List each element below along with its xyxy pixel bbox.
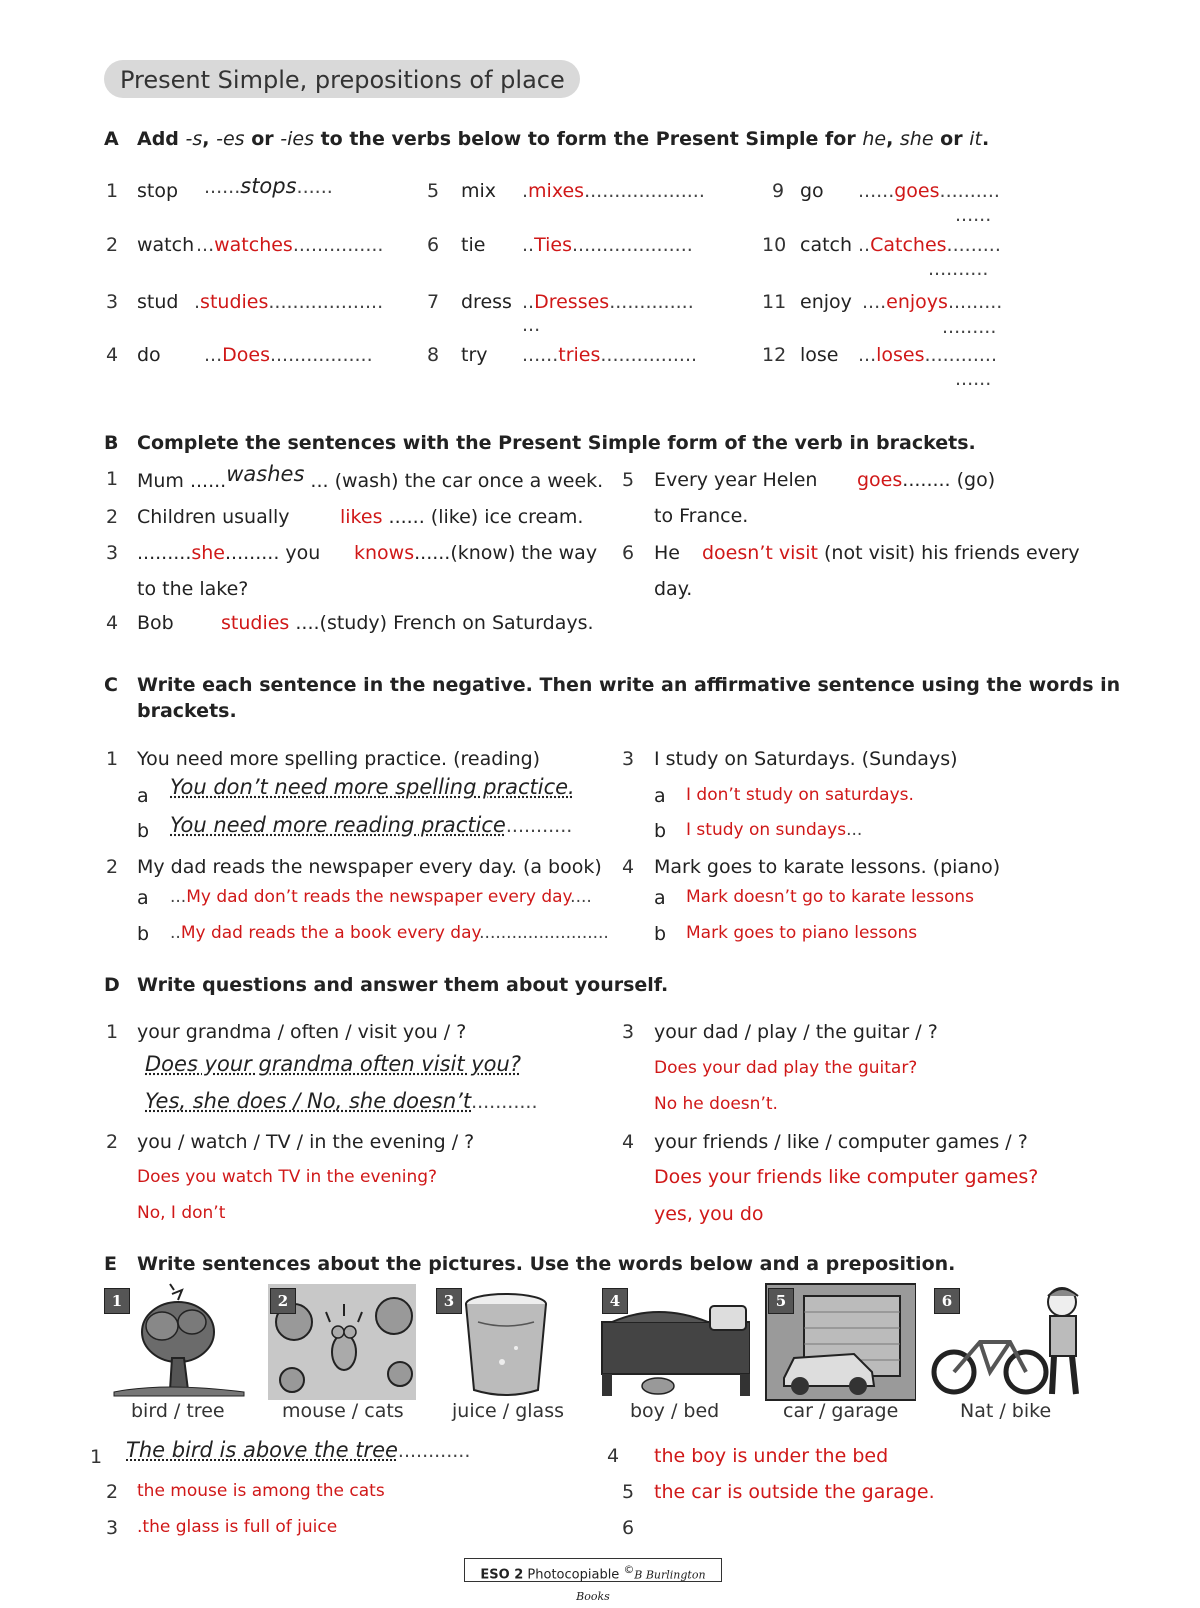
a-item-verb: catch [800,234,853,256]
c-q4-a-answer: Mark doesn’t go to karate lessons [686,887,974,907]
a-item-num: 7 [427,291,440,313]
d-item-num: 2 [106,1131,119,1153]
section-e-letter: E [104,1253,117,1275]
c-q1-a-label: a [137,785,149,807]
section-d-letter: D [104,974,120,996]
picture-number: 5 [768,1288,794,1314]
a-item-verb: dress [461,291,512,313]
c-q1-text: You need more spelling practice. (reading) [137,748,541,770]
section-c-instruction-line2: brackets. [137,700,237,722]
a-item-extra-dots: ......... [942,316,997,338]
a-item-answer-line: ...watches............... [196,234,384,256]
c-item-num: 1 [106,748,119,770]
e-answer-num: 4 [607,1445,620,1467]
c-q1-a-answer: You don’t need more spelling practice. [170,775,575,799]
c-q1-b-label: b [137,820,150,842]
picture-mouse-cats [266,1282,418,1402]
a-item-verb: mix [461,180,497,202]
picture-caption: bird / tree [131,1400,225,1422]
a-item-answer-line: .studies................... [194,291,384,313]
a-item-extra-dots: ... [522,314,541,336]
c-q2-a-label: a [137,887,149,909]
section-c-letter: C [104,674,118,696]
b-sentence-5-rest: goes........ (go) [857,469,996,491]
e-answer-3: .the glass is full of juice [137,1517,338,1537]
d-item-num: 1 [106,1021,119,1043]
a-item-num: 6 [427,234,440,256]
picture-number: 2 [270,1288,296,1314]
b-sentence-6-post: (not visit) his friends every [824,542,1080,564]
e-answer-4: the boy is under the bed [654,1445,889,1467]
a-item-verb: tie [461,234,486,256]
c-q3-text: I study on Saturdays. (Sundays) [654,748,958,770]
section-a-letter: A [104,128,119,150]
c-q3-b-line: I study on sundays... [686,820,863,840]
b-sentence-3-pre: .........she......... you [137,542,321,564]
b-item-num: 3 [106,542,119,564]
a-item-verb: stop [137,180,179,202]
c-q2-text: My dad reads the newspaper every day. (a book) [137,856,602,878]
a-item-verb: watch [137,234,195,256]
a-item-num: 4 [106,344,119,366]
d-q2-answer-2: No, I don’t [137,1203,226,1223]
b-sentence-4-pre: Bob [137,612,174,634]
e-answer-2: the mouse is among the cats [137,1481,385,1501]
b-sentence-6-line2: day. [654,578,693,600]
b-sentence-3-line2: to the lake? [137,578,249,600]
section-a-instruction: Add -s, -es or -ies to the verbs below to form the Present Simple for he, she or it. [137,128,990,150]
a-item-extra-dots: ...... [955,368,992,390]
picture-number: 4 [602,1288,628,1314]
e-answer-1-line: The bird is above the tree............ [126,1438,471,1462]
section-c-instruction-line1: Write each sentence in the negative. Then write an affirmative sentence using the words in [137,674,1121,696]
c-q4-text: Mark goes to karate lessons. (piano) [654,856,1001,878]
picture-caption: juice / glass [452,1400,564,1422]
b-sentence-5-line2: to France. [654,505,749,527]
b-item-num: 1 [106,468,119,490]
c-q3-a-answer: I don’t study on saturdays. [686,785,914,805]
b-sentence-2-rest: likes ...... (like) ice cream. [340,506,584,528]
a-item-answer-line: ..Ties.................... [522,234,693,256]
b-sentence-6-answer: doesn’t visit [702,542,818,564]
b-sentence-1: Mum ......washes ... (wash) the car once a week. [137,462,604,492]
d-q2-text: you / watch / TV / in the evening / ? [137,1131,475,1153]
b-sentence-5-pre: Every year Helen [654,469,818,491]
a-item-extra-dots: ...... [955,204,992,226]
a-item-answer-line: ......tries................ [522,344,698,366]
c-q2-b-line: ..My dad reads the a book every day........................ [170,923,609,943]
picture-caption: mouse / cats [282,1400,404,1422]
a-item-answer-line: ....enjoys......... [862,291,1003,313]
a-item-verb: do [137,344,161,366]
d-q1-answer-2-line: Yes, she does / No, she doesn’t........... [145,1089,538,1113]
picture-car-garage [764,1282,916,1402]
d-q4-text: your friends / like / computer games / ? [654,1131,1028,1153]
c-q4-b-label: b [654,923,667,945]
a-item-verb: enjoy [800,291,852,313]
b-sentence-4-rest: studies ....(study) French on Saturdays. [221,612,594,634]
c-item-num: 3 [622,748,635,770]
section-b-instruction: Complete the sentences with the Present Simple form of the verb in brackets. [137,432,976,454]
a-item-verb: stud [137,291,179,313]
picture-bird-tree [104,1282,256,1402]
b-sentence-2-pre: Children usually [137,506,290,528]
a-item-verb: lose [800,344,839,366]
picture-nat-bike [930,1282,1082,1402]
a-item-verb: try [461,344,488,366]
picture-number: 6 [934,1288,960,1314]
e-answer-num: 6 [622,1517,635,1539]
a-item-num: 11 [762,291,787,313]
picture-number: 3 [436,1288,462,1314]
c-q3-a-label: a [654,785,666,807]
a-item-answer-line: ......goes.......... [858,180,1000,202]
a-item-answer-line: ..Dresses.............. [522,291,694,313]
a-item-num: 8 [427,344,440,366]
c-q2-b-label: b [137,923,150,945]
picture-caption: car / garage [783,1400,899,1422]
d-q1-text: your grandma / often / visit you / ? [137,1021,467,1043]
c-q3-b-label: b [654,820,667,842]
c-q4-a-label: a [654,887,666,909]
b-sentence-6-pre: He [654,542,680,564]
d-q2-answer-1: Does you watch TV in the evening? [137,1167,438,1187]
c-item-num: 2 [106,856,119,878]
d-item-num: 3 [622,1021,635,1043]
a-item-num: 2 [106,234,119,256]
d-q3-answer-1: Does your dad play the guitar? [654,1058,918,1078]
a-item-answer-line: ...loses............ [858,344,997,366]
footer-copyright: ESO 2 Photocopiable ©B Burlington Books [464,1558,722,1582]
section-b-letter: B [104,432,119,454]
a-item-extra-dots: .......... [928,258,989,280]
c-item-num: 4 [622,856,635,878]
a-item-answer-line: ..Catches......... [858,234,1001,256]
section-e-instruction: Write sentences about the pictures. Use the words below and a preposition. [137,1253,956,1275]
section-d-instruction: Write questions and answer them about yourself. [137,974,669,996]
b-item-num: 5 [622,469,635,491]
e-answer-num: 1 [90,1446,103,1468]
e-answer-num: 3 [106,1517,119,1539]
d-q1-answer-1: Does your grandma often visit you? [145,1052,521,1076]
d-q3-answer-2: No he doesn’t. [654,1094,778,1114]
page-title: Present Simple, prepositions of place [120,66,565,94]
picture-number: 1 [104,1288,130,1314]
b-item-num: 6 [622,542,635,564]
d-item-num: 4 [622,1131,635,1153]
a-item-num: 1 [106,180,119,202]
a-item-num: 5 [427,180,440,202]
a-item-num: 10 [762,234,787,256]
e-answer-num: 5 [622,1481,635,1503]
d-q4-answer-2: yes, you do [654,1203,764,1225]
a-item-answer-line: ......stops...... [204,174,333,198]
picture-caption: boy / bed [630,1400,720,1422]
b-item-num: 2 [106,506,119,528]
e-answer-5: the car is outside the garage. [654,1481,935,1503]
c-q4-b-answer: Mark goes to piano lessons [686,923,918,943]
e-answer-num: 2 [106,1481,119,1503]
b-item-num: 4 [106,612,119,634]
a-item-verb: go [800,180,824,202]
a-item-num: 3 [106,291,119,313]
d-q4-answer-1: Does your friends like computer games? [654,1166,1039,1188]
a-item-answer-line: ...Does................. [204,344,373,366]
c-q1-b-line: You need more reading practice........... [170,813,573,837]
c-q2-a-line: ...My dad don’t reads the newspaper every day.... [170,887,592,907]
picture-juice-glass [432,1282,584,1402]
a-item-num: 12 [762,344,787,366]
d-q3-text: your dad / play / the guitar / ? [654,1021,938,1043]
picture-caption: Nat / bike [960,1400,1052,1422]
b-sentence-3-rest: knows......(know) the way [354,542,598,564]
picture-boy-bed [598,1282,750,1402]
a-item-num: 9 [772,180,785,202]
a-item-answer-line: .mixes.................... [522,180,705,202]
